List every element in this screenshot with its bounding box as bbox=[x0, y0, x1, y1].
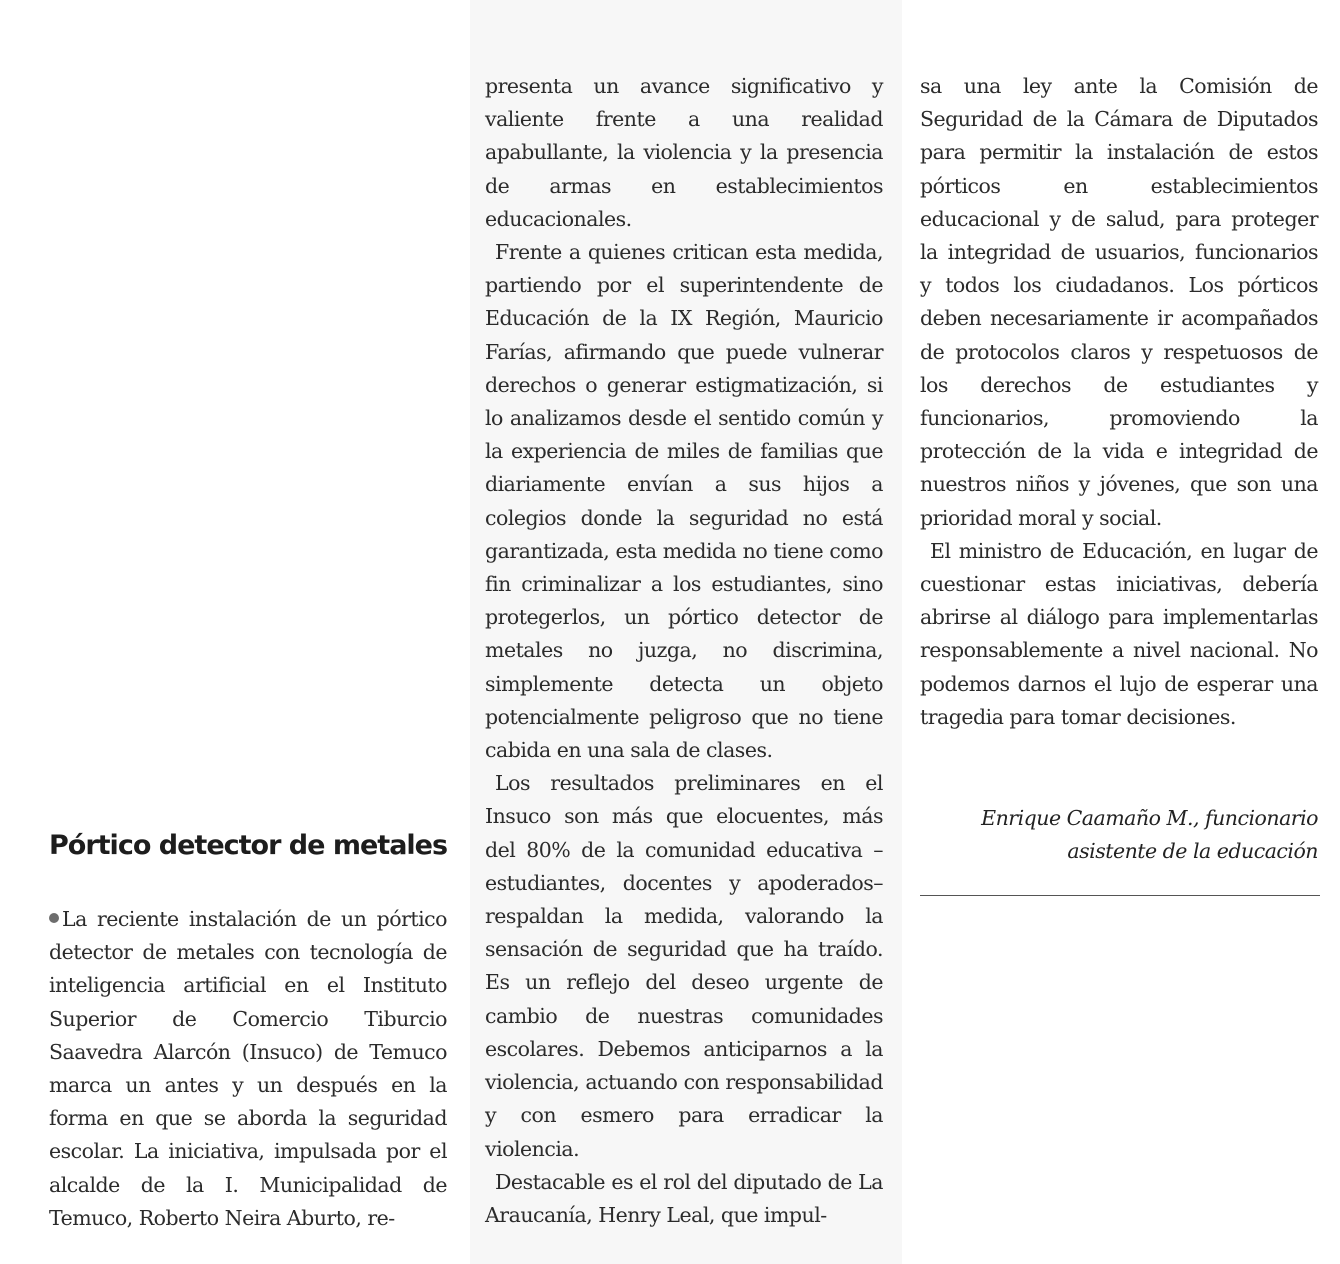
paragraph-1 bbox=[49, 903, 447, 1235]
paragraph-5: Destacable es el rol del diputado de La Araucanía, Henry Leal, que impul- bbox=[485, 1169, 883, 1227]
column-2 bbox=[485, 70, 883, 1232]
signature-line-2: asistente de la educación bbox=[1067, 839, 1318, 864]
paragraph-3: Frente a quienes critican esta medida, partiendo por el superintendente de Educación de la IX Región, Mauricio Farías, afirmando que puede vulnerar derechos o generar estigmatización, si lo analizamos desde el sentido común y la experiencia de miles de familias que diariamente envían a sus hijos a colegios donde la seguridad no está garantizada, esta medida no tiene como fin criminalizar a los estudiantes, sino protegerlos, un pórtico detector de metales no juzga, no discrimina, simplemente detecta un objeto potencialmente peligroso que no tiene cabida en una sala de clases. bbox=[485, 240, 883, 763]
paragraph-6: sa una ley ante la Comisión de Seguridad de la Cámara de Diputados para permitir la instalación de estos pórticos en establecimientos educacional y de salud, para proteger la integridad de usuarios, funcionarios y todos los ciudadanos. Los pórticos deben necesariamente ir acompañados de protocolos claros y respetuosos de los derechos de estudiantes y funcionarios, promoviendo la protección de la vida e integridad de nuestros niños y jóvenes, que son una prioridad moral y social. bbox=[920, 74, 1318, 530]
signature-line-1: Enrique Caamaño M., funcionario bbox=[981, 806, 1318, 830]
article-headline: Pórtico detector de metales bbox=[49, 830, 448, 861]
paragraph-1-text: La reciente instalación de un pórtico detector de metales con tecnología de inteligencia artificial en el Instituto Superior de Comercio Tiburcio Saavedra Alarcón (Insuco) de Temuco marca un antes y un después en la forma en que se aborda la seguridad escolar. La iniciativa, impulsada por el alcalde de la I. Municipalidad de Temuco, Roberto Neira Aburto, re- bbox=[49, 907, 447, 1230]
column-1 bbox=[49, 903, 447, 1235]
paragraph-4: Los resultados preliminares en el Insuco son más que elocuentes, más del 80% de la comunidad educativa –estudiantes, docentes y apoderados– respaldan la medida, valorando la sensación de seguridad que ha traído. Es un reflejo del deseo urgente de cambio de nuestras comunidades escolares. Debemos anticiparnos a la violencia, actuando con responsabilidad y con esmero para erradicar la violencia. bbox=[485, 771, 883, 1161]
author-signature bbox=[920, 802, 1318, 868]
bullet-icon bbox=[49, 913, 59, 923]
paragraph-2: presenta un avance significativo y valiente frente a una realidad apabullante, la violencia y la presencia de armas en establecimientos educacionales. bbox=[485, 74, 883, 231]
column-3 bbox=[920, 70, 1318, 734]
end-rule bbox=[920, 895, 1320, 896]
paragraph-7: El ministro de Educación, en lugar de cuestionar estas iniciativas, debería abrirse al diálogo para implementarlas responsablemente a nivel nacional. No podemos darnos el lujo de esperar una tragedia para tomar decisiones. bbox=[920, 538, 1318, 729]
